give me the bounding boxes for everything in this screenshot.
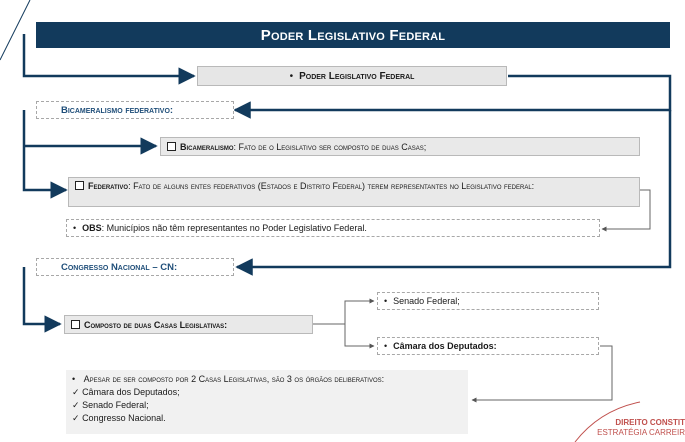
notes-item: ✓ Congresso Nacional. <box>72 413 166 423</box>
bicameralismo-box <box>160 137 640 156</box>
notes-item: ✓ Câmara dos Deputados; <box>72 387 180 397</box>
federativo-term: Federativo <box>88 181 129 191</box>
arrow-bicam-branches <box>24 110 66 190</box>
checkbox-icon <box>75 181 84 190</box>
bullet-icon: • <box>73 223 77 233</box>
obs-text: : Municípios não têm representantes no Poder Legislativo Federal. <box>101 223 367 233</box>
bicameralismo-text: : Fato de o Legislativo ser composto de duas Casas; <box>233 141 427 152</box>
subtitle-text: Poder Legislativo Federal <box>299 70 415 82</box>
bullet-icon: • <box>72 374 76 384</box>
notes-item: ✓ Senado Federal; <box>72 400 149 410</box>
footer-line1: DIREITO CONSTIT <box>615 418 685 427</box>
senado-text: Senado Federal; <box>393 296 460 306</box>
bullet-icon: • <box>289 70 294 82</box>
notes-intro: Apesar de ser composto por 2 Casas Legislativas, são 3 os órgãos deliberativos: <box>83 374 385 384</box>
page-title: Poder Legislativo Federal <box>36 22 670 48</box>
arrow-composto-to-camara <box>345 324 374 346</box>
camara-box <box>377 337 599 355</box>
check-icon: ✓ <box>72 413 80 423</box>
obs-term: OBS <box>82 223 102 233</box>
obs-box <box>66 219 600 237</box>
checkbox-icon <box>71 320 80 329</box>
decorative-curve <box>0 0 30 60</box>
bicameralismo-term: Bicameralismo <box>180 141 234 152</box>
notes-box <box>66 370 468 434</box>
check-icon: ✓ <box>72 400 80 410</box>
subtitle-box <box>197 66 507 86</box>
composto-text: Composto de duas Casas Legislativas: <box>84 319 228 330</box>
congresso-section-label: Congresso Nacional – CN: <box>36 258 234 276</box>
bicameralismo-section-label: Bicameralismo federativo: <box>36 101 234 119</box>
federativo-box <box>68 177 640 207</box>
camara-text: Câmara dos Deputados: <box>393 341 497 351</box>
footer-line2: ESTRATÉGIA CARREIR <box>597 428 685 437</box>
notes-intro-row <box>72 373 462 386</box>
bullet-icon: • <box>384 341 388 351</box>
check-icon: ✓ <box>72 387 80 397</box>
senado-box <box>377 292 599 310</box>
checkbox-icon <box>167 142 176 151</box>
federativo-text: : Fato de alguns entes federativos (Estados e Distrito Federal) terem representantes no Legislativo federal: <box>128 181 535 191</box>
arrow-composto-branches <box>313 301 374 324</box>
composto-box <box>64 315 313 334</box>
bullet-icon: • <box>384 296 388 306</box>
footer-brand <box>597 418 685 438</box>
